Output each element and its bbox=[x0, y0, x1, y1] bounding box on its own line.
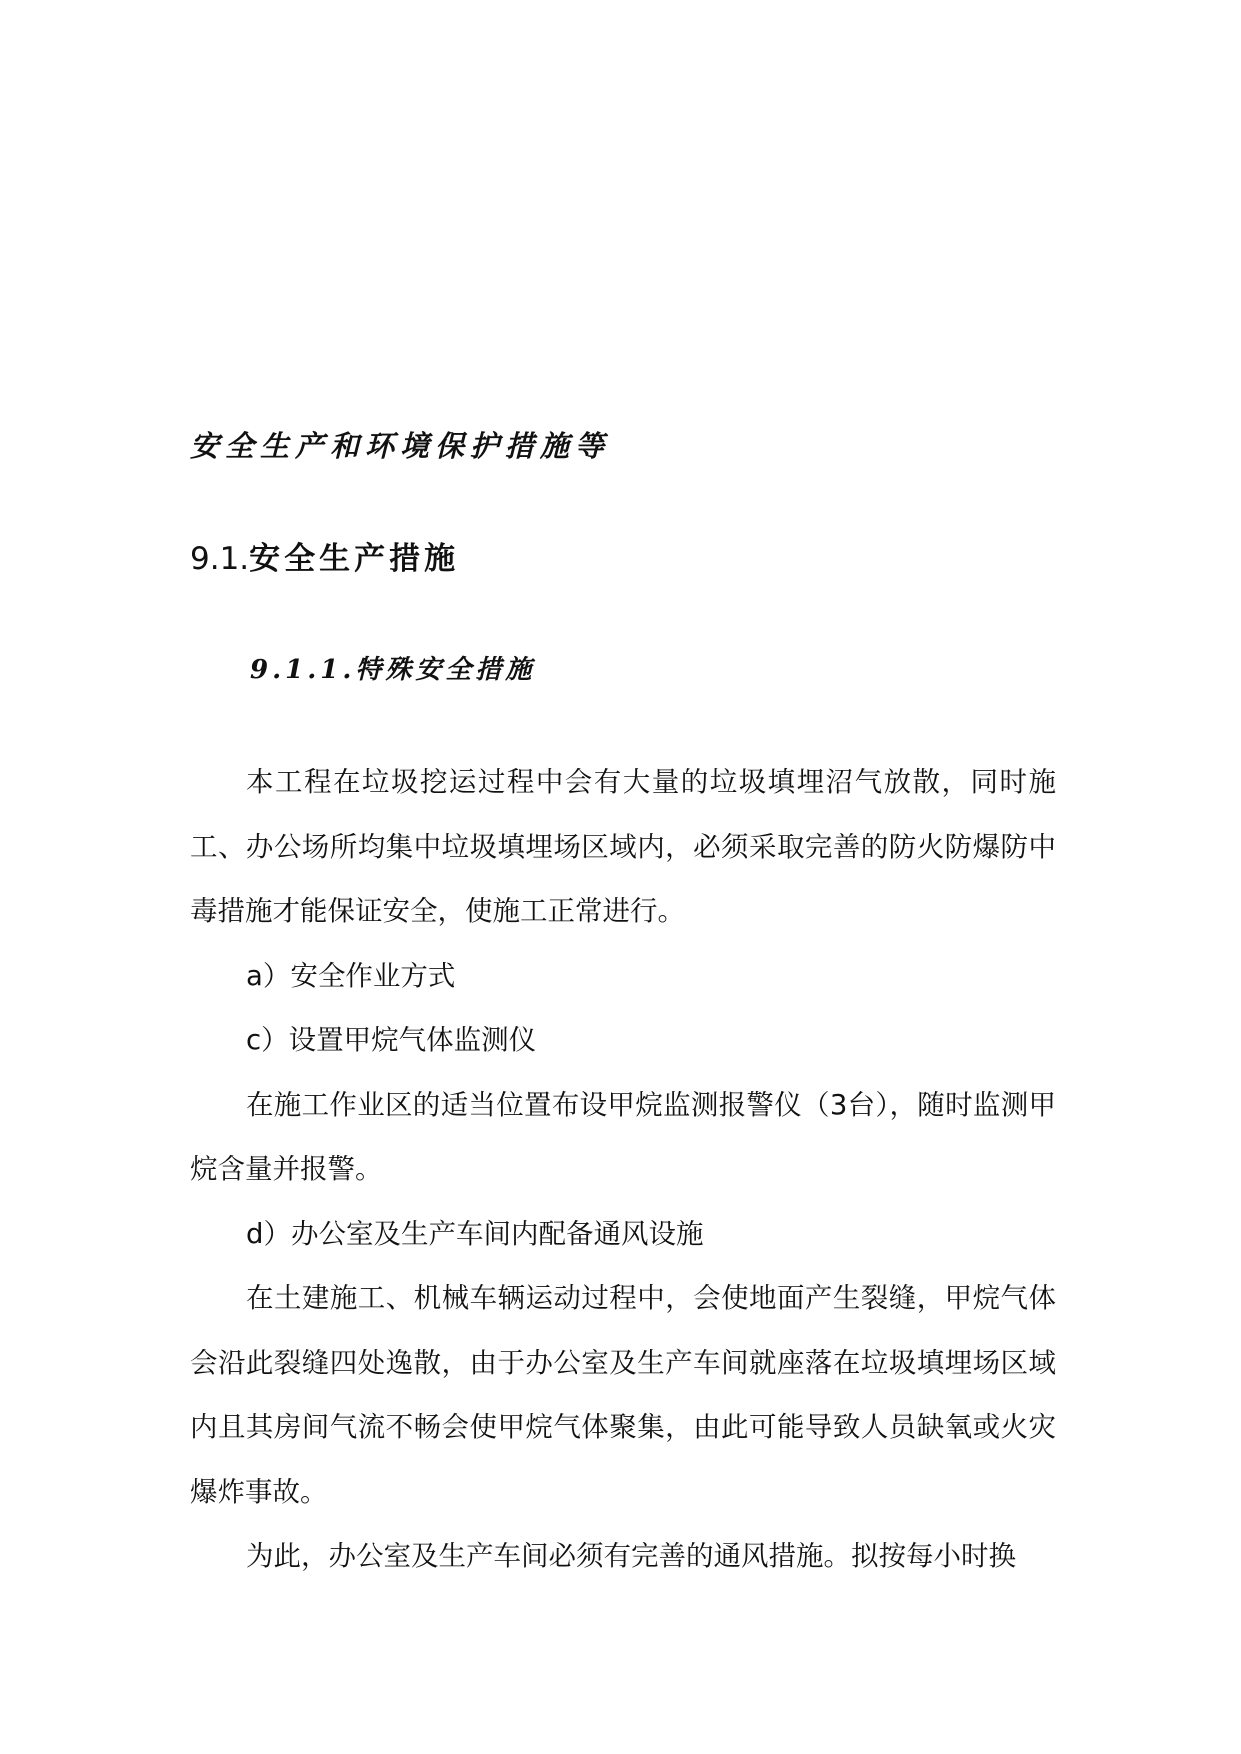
chapter-heading: 安全生产和环境保护措施等 bbox=[190, 429, 611, 463]
paragraph: 本工程在垃圾挖运过程中会有大量的垃圾填埋沼气放散，同时施工、办公场所均集中垃圾填埋场区域内，必须采取完善的防火防爆防中毒措施才能保证安全，使施工正常进行。 bbox=[190, 766, 1056, 927]
list-item: c）设置甲烷气体监测仪 bbox=[246, 1024, 537, 1056]
list-item: d）办公室及生产车间内配备通风设施 bbox=[246, 1217, 704, 1250]
section-heading bbox=[190, 533, 459, 578]
body-text bbox=[190, 750, 1056, 1589]
section-title: 安全生产措施 bbox=[249, 541, 460, 577]
section-number: 9.1. bbox=[190, 541, 250, 577]
paragraph: 为此，办公室及生产车间必须有完善的通风措施。拟按每小时换 bbox=[246, 1540, 1016, 1572]
subsection-heading: 9.1.1.特殊安全措施 bbox=[250, 655, 536, 685]
paragraph: 在施工作业区的适当位置布设甲烷监测报警仪（3台），随时监测甲烷含量并报警。 bbox=[190, 1088, 1056, 1185]
list-item: a）安全作业方式 bbox=[246, 959, 456, 992]
paragraph: 在土建施工、机械车辆运动过程中，会使地面产生裂缝，甲烷气体会沿此裂缝四处逸散，由于办公室及生产车间就座落在垃圾填埋场区域内且其房间气流不畅会使甲烷气体聚集，由此可能导致人员缺氧或火灾爆炸事故。 bbox=[190, 1282, 1056, 1508]
